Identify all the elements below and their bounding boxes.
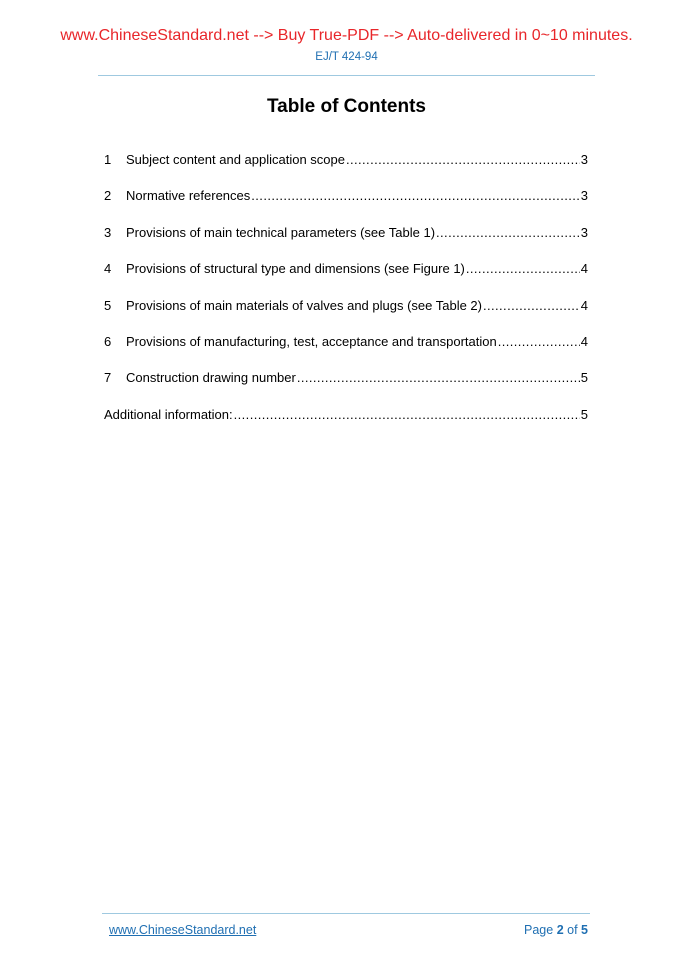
- page-label: Page: [524, 923, 554, 937]
- toc-entry-number: 4: [104, 261, 112, 277]
- toc-entry-4[interactable]: [104, 261, 588, 297]
- toc-entry-5[interactable]: [104, 298, 588, 334]
- toc-entry-additional[interactable]: [104, 407, 588, 443]
- toc-entry-text: Additional information:: [104, 406, 233, 422]
- page-indicator: [524, 923, 588, 937]
- header-banner[interactable]: www.ChineseStandard.net --> Buy True-PDF --> Auto-delivered in 0~10 minutes.: [60, 27, 633, 44]
- toc-entry-text: Provisions of main technical parameters (see Table 1): [126, 224, 436, 240]
- toc-leader-dots: [251, 188, 579, 203]
- toc-entry-page: 4: [580, 333, 588, 349]
- toc-entry-page: 3: [580, 152, 588, 167]
- toc-entry-number: 3: [104, 224, 112, 240]
- page-total: 5: [581, 923, 588, 937]
- toc-entry-6[interactable]: [104, 334, 588, 370]
- toc-entry-page: 3: [580, 224, 588, 240]
- toc-leader-dots: [346, 152, 580, 167]
- toc-entry-number: 6: [104, 333, 112, 349]
- toc-leader-dots: [436, 225, 580, 240]
- toc-entry-page: 4: [580, 261, 588, 277]
- toc-entry-number: 7: [104, 370, 112, 386]
- toc-entry-text: Provisions of manufacturing, test, acceptance and transportation: [126, 333, 497, 349]
- toc-title: Table of Contents: [266, 96, 427, 117]
- header-divider: [98, 75, 595, 76]
- page-current: 2: [556, 923, 564, 937]
- toc-entry-page: 3: [580, 188, 588, 204]
- footer-divider: [102, 913, 590, 914]
- toc-entry-text: Construction drawing number: [126, 370, 296, 386]
- toc-entry-number: 1: [104, 152, 112, 167]
- toc-entry-page: 4: [580, 297, 588, 313]
- page-of-label: of: [567, 923, 578, 937]
- toc-entry-text: Subject content and application scope: [126, 152, 345, 167]
- toc-entry-3[interactable]: [104, 225, 588, 261]
- toc-entry-page: 5: [580, 370, 588, 386]
- toc-entry-7[interactable]: [104, 370, 588, 406]
- toc-entry-text: Provisions of structural type and dimensions (see Figure 1): [126, 261, 465, 277]
- toc-entry-number: 2: [104, 188, 112, 204]
- toc-entry-text: Provisions of main materials of valves and plugs (see Table 2): [126, 297, 482, 313]
- toc-entry-text: Normative references: [126, 188, 251, 204]
- toc-list: [104, 152, 588, 443]
- toc-leader-dots: [483, 298, 580, 313]
- toc-entry-number: 5: [104, 297, 112, 313]
- toc-entry-2[interactable]: [104, 188, 588, 224]
- toc-leader-dots: [297, 370, 580, 385]
- toc-leader-dots: [234, 407, 580, 422]
- footer-website-link[interactable]: www.ChineseStandard.net: [109, 923, 257, 937]
- document-code: EJ/T 424-94: [315, 51, 378, 63]
- toc-entry-1[interactable]: [104, 152, 588, 188]
- toc-leader-dots: [466, 261, 580, 276]
- toc-leader-dots: [498, 334, 580, 349]
- toc-entry-page: 5: [580, 406, 588, 422]
